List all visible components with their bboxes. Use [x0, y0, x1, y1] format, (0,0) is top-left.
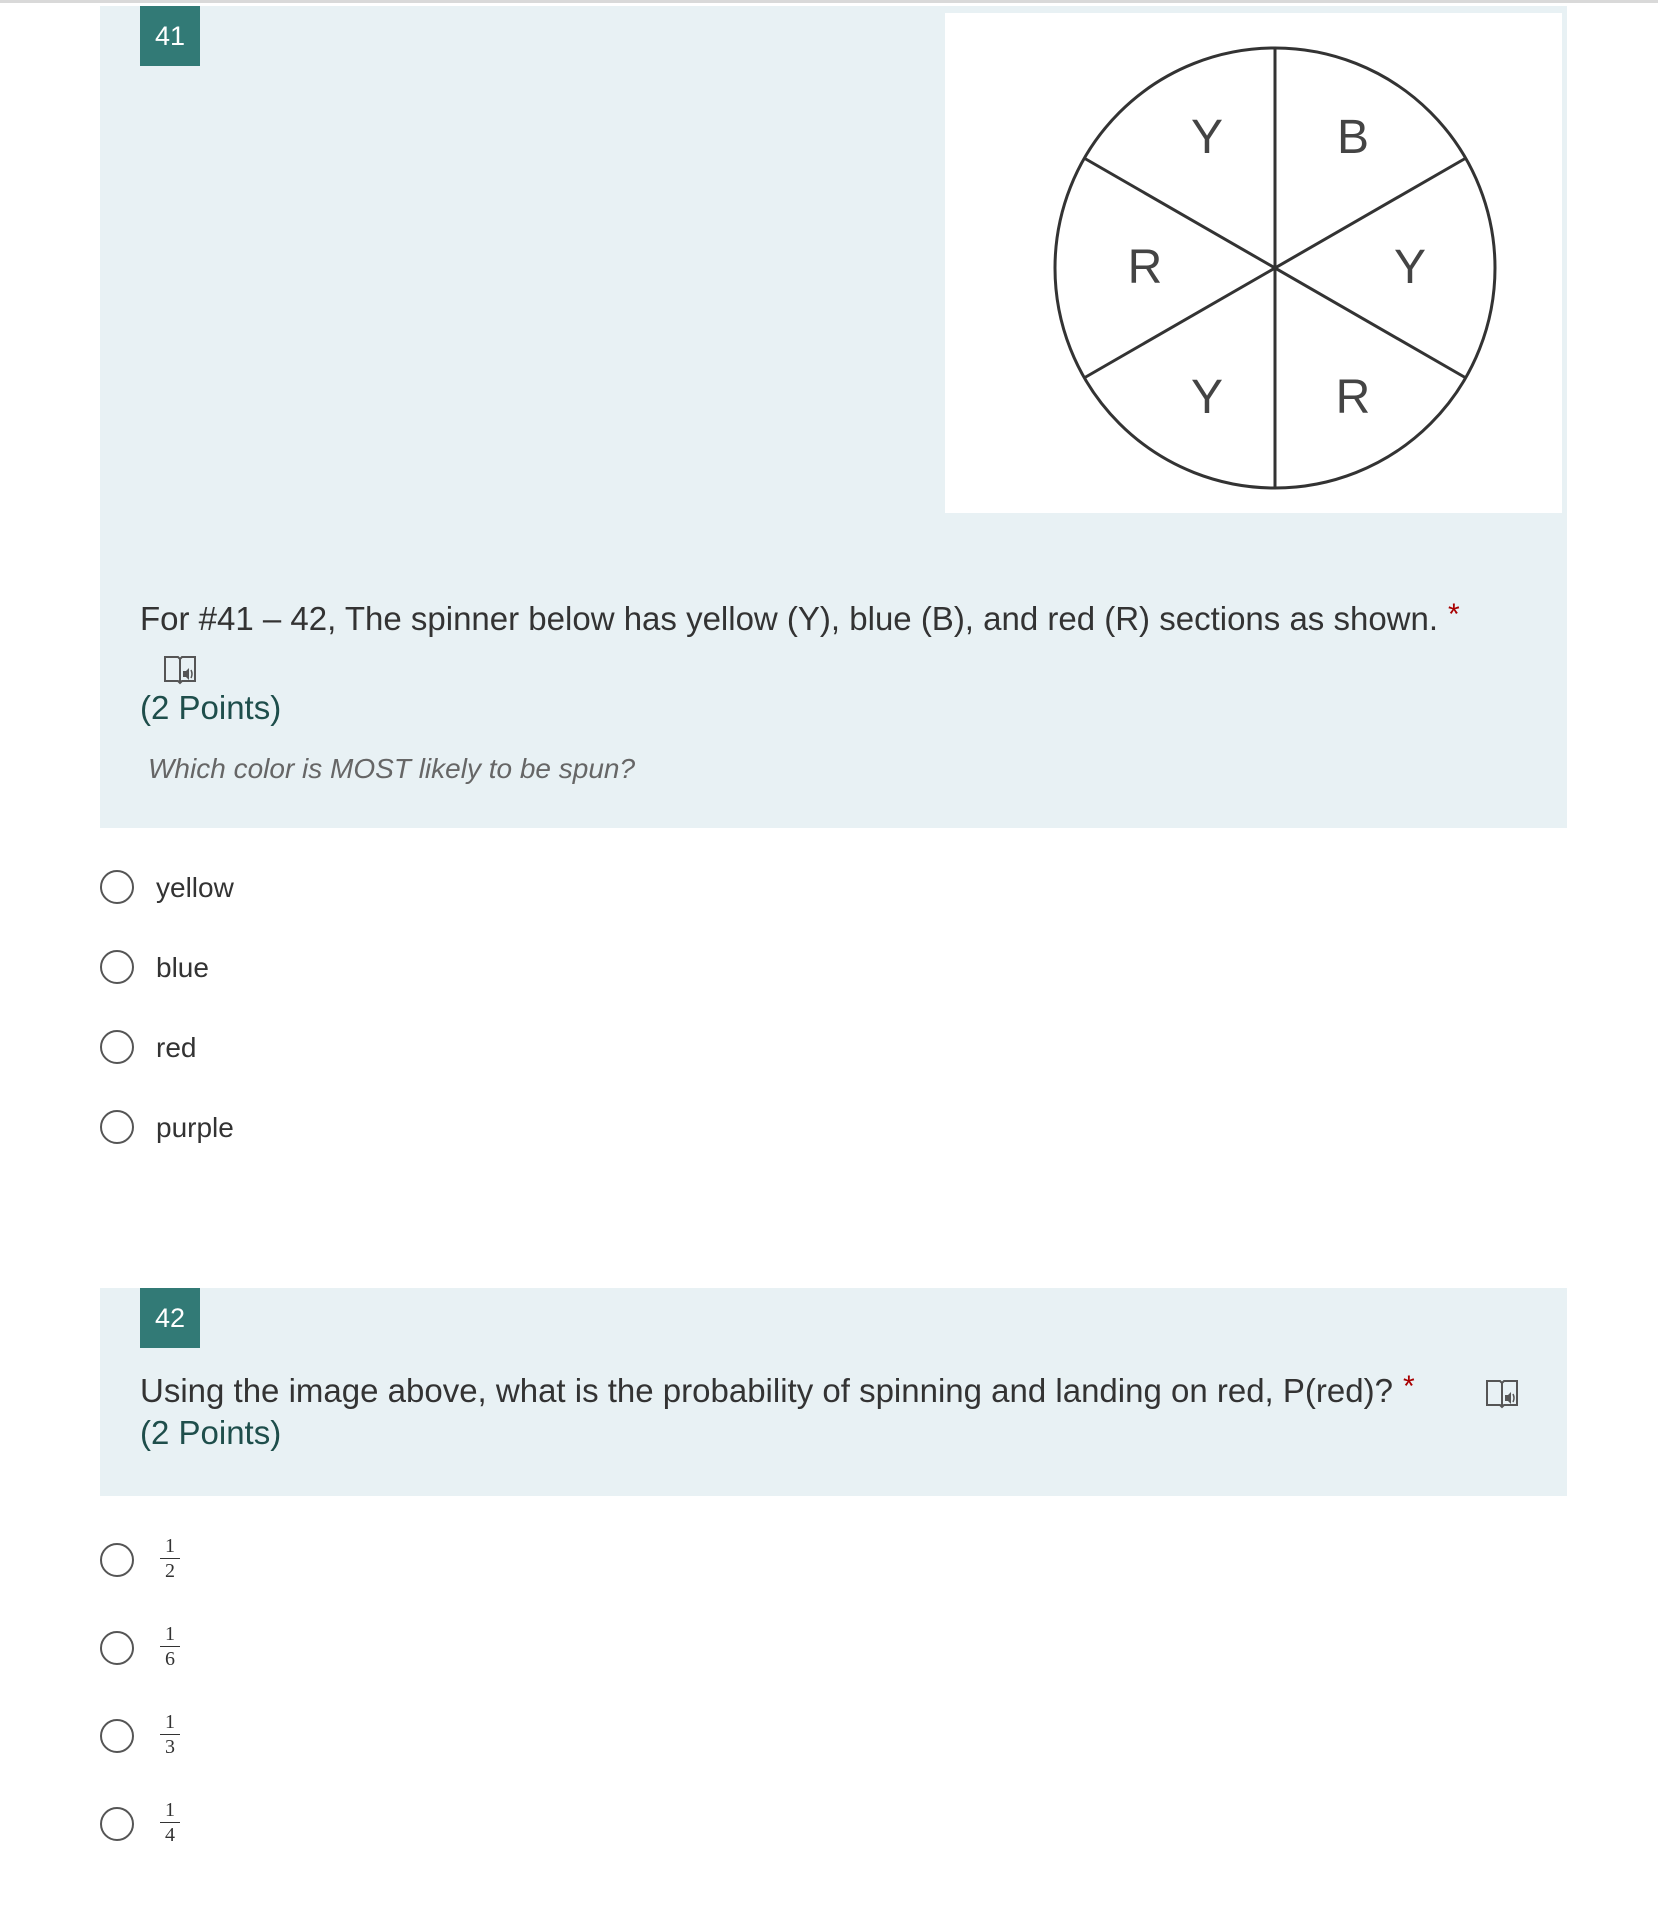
fraction-label: [160, 1711, 180, 1758]
fraction-bar: [160, 1558, 180, 1559]
option-label: yellow: [156, 872, 234, 903]
fraction-denominator: 6: [165, 1648, 175, 1670]
question-number-badge: 41: [140, 6, 200, 66]
radio-button[interactable]: [100, 870, 134, 904]
spinner-image: [945, 13, 1562, 513]
question-title: [140, 1372, 1415, 1410]
required-mark: *: [1448, 598, 1460, 631]
option-label: blue: [156, 952, 209, 983]
question-points: (2 Points): [140, 689, 282, 726]
fraction-numerator: 1: [165, 1711, 175, 1733]
question-points: (2 Points): [140, 1414, 282, 1451]
radio-button[interactable]: [100, 1030, 134, 1064]
fraction-numerator: 1: [165, 1799, 175, 1821]
fraction-numerator: 1: [165, 1535, 175, 1557]
spinner-label-red-bottom: R: [1335, 371, 1371, 424]
immersive-reader-icon[interactable]: [1484, 1378, 1520, 1410]
spinner-label-yellow-top: Y: [1190, 111, 1224, 164]
required-mark: *: [1402, 1370, 1415, 1403]
fraction-label: [160, 1535, 180, 1582]
question-number-badge: 42: [140, 1288, 200, 1348]
spinner-label-red-left: R: [1127, 241, 1163, 294]
spinner-drawing: [945, 13, 1562, 513]
question-41-card: [100, 6, 1567, 828]
question-42-card: [100, 1288, 1567, 1496]
fraction-label: [160, 1623, 180, 1670]
fraction-denominator: 2: [165, 1560, 175, 1582]
question-title-text: Using the image above, what is the probability of spinning and landing on red, P(red)?: [140, 1372, 1393, 1409]
immersive-reader-icon[interactable]: [162, 654, 198, 686]
fraction-denominator: 3: [165, 1736, 175, 1758]
radio-button[interactable]: [100, 950, 134, 984]
radio-button[interactable]: [100, 1807, 134, 1841]
spinner-label-yellow-right: Y: [1393, 241, 1427, 294]
fraction-bar: [160, 1734, 180, 1735]
fraction-label: [160, 1799, 180, 1846]
fraction-bar: [160, 1646, 180, 1647]
fraction-bar: [160, 1822, 180, 1823]
question-title-text: For #41 – 42, The spinner below has yellow (Y), blue (B), and red (R) sections as shown.: [140, 600, 1439, 637]
radio-button[interactable]: [100, 1543, 134, 1577]
spinner-label-yellow-bottom: Y: [1190, 371, 1224, 424]
top-divider: [0, 0, 1658, 3]
radio-button[interactable]: [100, 1110, 134, 1144]
question-subtitle: Which color is MOST likely to be spun?: [148, 753, 636, 784]
radio-button[interactable]: [100, 1631, 134, 1665]
fraction-numerator: 1: [165, 1623, 175, 1645]
spinner-label-blue: B: [1336, 111, 1370, 164]
fraction-denominator: 4: [165, 1824, 175, 1846]
radio-button[interactable]: [100, 1719, 134, 1753]
option-label: red: [156, 1032, 197, 1063]
option-label: purple: [156, 1112, 234, 1143]
question-title: [140, 600, 1460, 638]
